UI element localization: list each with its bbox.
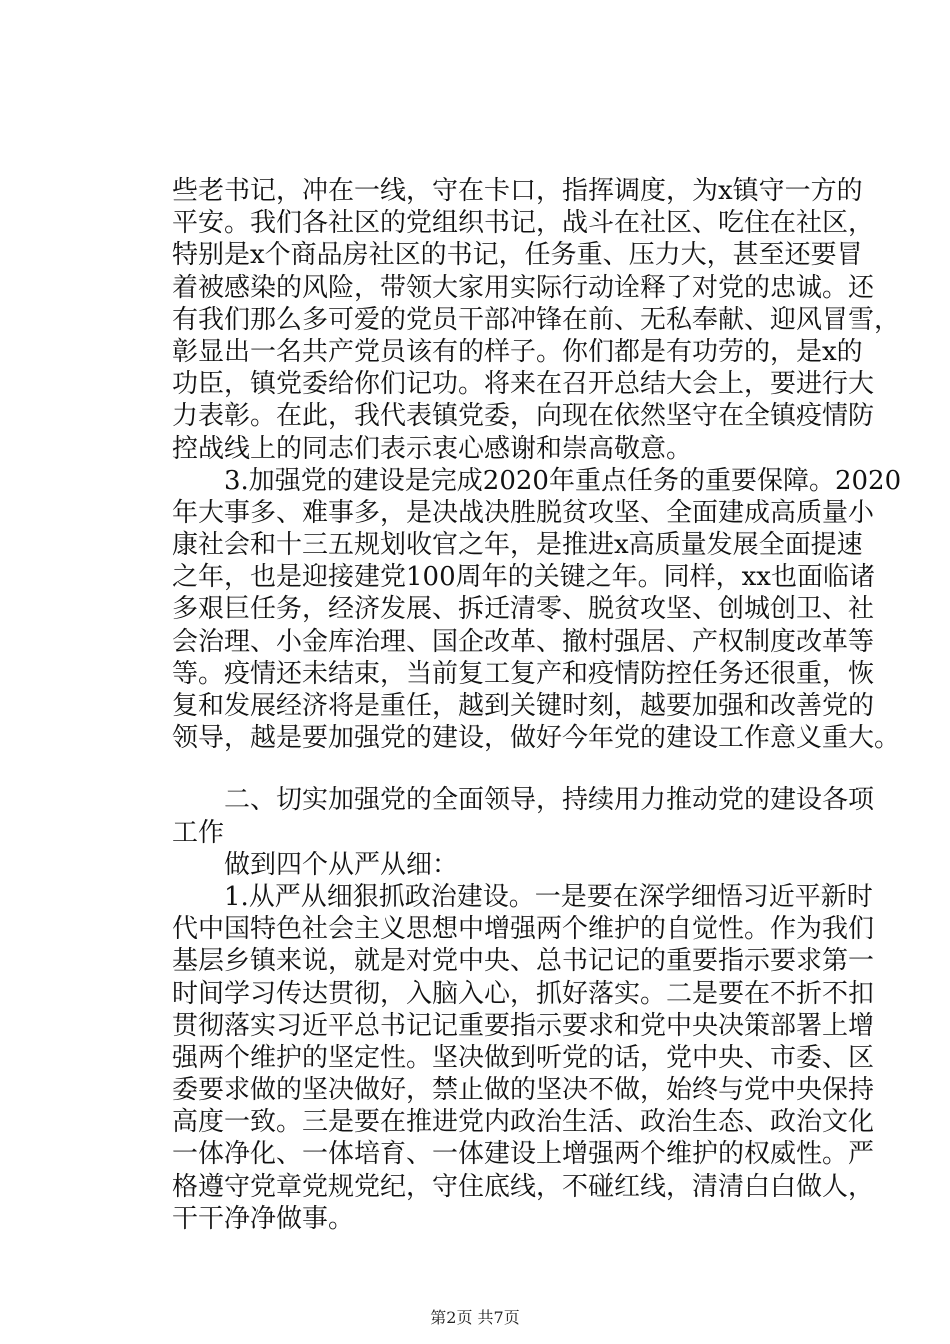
text-line: 1.从严从细狠抓政治建设。一是要在深学细悟习近平新时	[172, 881, 873, 912]
text-line: 一体净化、一体培育、一体建设上增强两个维护的权威性。严	[172, 1139, 875, 1170]
text-line: 特别是x个商品房社区的书记，任务重、压力大，甚至还要冒	[172, 240, 863, 271]
text-line: 平安。我们各社区的党组织书记，战斗在社区、吃住在社区，	[172, 208, 875, 239]
text-line: 康社会和十三五规划收官之年，是推进x高质量发展全面提速	[172, 530, 863, 561]
text-line: 格遵守党章党规党纪，守住底线，不碰红线，清清白白做人，	[172, 1171, 875, 1202]
section-heading-line: 工作	[172, 817, 225, 848]
text-line: 等。疫情还未结束，当前复工复产和疫情防控任务还很重，恢	[172, 658, 875, 689]
section-gap	[172, 754, 844, 784]
text-line: 基层乡镇来说，就是对党中央、总书记记的重要指示要求第一	[172, 946, 875, 977]
text-line: 之年，也是迎接建党100周年的关键之年。同样，xx也面临诸	[172, 562, 875, 593]
text-line: 领导，越是要加强党的建设，做好今年党的建设工作意义重大。	[172, 723, 901, 754]
document-body	[172, 175, 902, 1235]
text-line: 着被感染的风险，带领大家用实际行动诠释了对党的忠诚。还	[172, 272, 875, 303]
text-line: 时间学习传达贯彻，入脑入心，抓好落实。二是要在不折不扣	[172, 978, 875, 1009]
text-line: 贯彻落实习近平总书记记重要指示要求和党中央决策部署上增	[172, 1010, 875, 1041]
text-line: 强两个维护的坚定性。坚决做到听党的话，党中央、市委、区	[172, 1042, 875, 1073]
text-line: 3.加强党的建设是完成2020年重点任务的重要保障。2020	[172, 465, 902, 496]
text-line: 多艰巨任务，经济发展、拆迁清零、脱贫攻坚、创城创卫、社	[172, 594, 875, 625]
paragraph-block-1	[172, 175, 902, 754]
paragraph-block-2	[172, 784, 875, 1235]
page-footer	[0, 1305, 950, 1328]
text-line: 代中国特色社会主义思想中增强两个维护的自觉性。作为我们	[172, 914, 875, 945]
text-line: 复和发展经济将是重任，越到关键时刻，越要加强和改善党的	[172, 691, 875, 721]
text-line: 些老书记，冲在一线，守在卡口，指挥调度，为x镇守一方的	[172, 176, 863, 206]
text-line: 高度一致。三是要在推进党内政治生活、政治生态、政治文化	[172, 1107, 875, 1138]
text-line: 控战线上的同志们表示衷心感谢和崇高敬意。	[172, 433, 693, 464]
text-line: 力表彰。在此，我代表镇党委，向现在依然坚守在全镇疫情防	[172, 401, 875, 432]
page-indicator: 第2页 共7页	[430, 1308, 520, 1327]
text-line: 彰显出一名共产党员该有的样子。你们都是有功劳的，是x的	[172, 336, 863, 367]
text-line: 有我们那么多可爱的党员干部冲锋在前、无私奉献、迎风冒雪，	[172, 304, 901, 335]
text-line: 会治理、小金库治理、国企改革、撤村强居、产权制度改革等	[172, 626, 875, 657]
text-line: 功臣，镇党委给你们记功。将来在召开总结大会上，要进行大	[172, 369, 875, 400]
section-heading-line: 二、切实加强党的全面领导，持续用力推动党的建设各项	[172, 785, 875, 816]
text-line: 年大事多、难事多，是决战决胜脱贫攻坚、全面建成高质量小	[172, 497, 875, 528]
text-line: 干干净净做事。	[172, 1203, 355, 1234]
text-line: 做到四个从严从细：	[172, 849, 459, 880]
text-line: 委要求做的坚决做好，禁止做的坚决不做，始终与党中央保持	[172, 1075, 875, 1106]
